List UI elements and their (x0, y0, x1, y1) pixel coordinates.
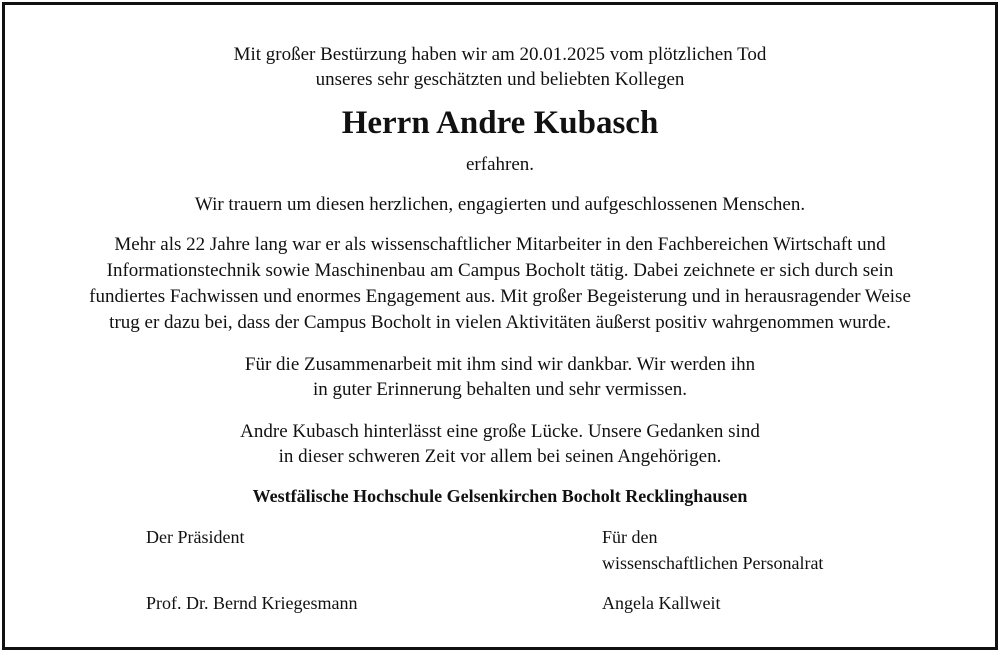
intro-line-2: unseres sehr geschätzten und beliebten Kollegen (315, 69, 685, 90)
tribute-line-2: Informationstechnik sowie Maschinenbau am Campus Bocholt tätig. Dabei zeichnete er sich durch sein (106, 260, 894, 281)
gratitude-line-1: Für die Zusammenarbeit mit ihm sind wir dankbar. Wir werden ihn (244, 354, 756, 375)
right-signatory-role-line-2: wissenschaftlichen Personalrat (602, 553, 824, 573)
tribute-line-4: trug er dazu bei, dass der Campus Bocholt in vielen Aktivitäten äußerst positiv wahrgenommen wurde. (109, 312, 891, 333)
condolence-line-1: Andre Kubasch hinterlässt eine große Lücke. Unsere Gedanken sind (240, 421, 760, 442)
mourning-text: Wir trauern um diesen herzlichen, engagierten und aufgeschlossenen Menschen. (194, 194, 806, 215)
organization-name: Westfälische Hochschule Gelsenkirchen Bocholt Recklinghausen (252, 486, 748, 506)
left-signatory-role: Der Präsident (146, 527, 245, 547)
right-signatory-name: Angela Kallweit (602, 593, 721, 613)
left-signatory-name: Prof. Dr. Bernd Kriegesmann (146, 593, 358, 613)
deceased-name: Herrn Andre Kubasch (341, 105, 659, 141)
condolence-line-2: in dieser schweren Zeit vor allem bei seinen Angehörigen. (278, 446, 722, 467)
tribute-line-3: fundiertes Fachwissen und enormes Engagement aus. Mit großer Begeisterung und in herausragender Weise (89, 286, 911, 307)
tribute-line-1: Mehr als 22 Jahre lang war er als wissenschaftlicher Mitarbeiter in den Fachbereichen Wirtschaft und (114, 234, 886, 255)
learned-text: erfahren. (465, 154, 535, 175)
right-signatory-role-line-1: Für den (602, 527, 658, 547)
intro-line-1: Mit großer Bestürzung haben wir am 20.01.2025 vom plötzlichen Tod (233, 44, 767, 65)
gratitude-line-2: in guter Erinnerung behalten und sehr vermissen. (312, 379, 688, 400)
